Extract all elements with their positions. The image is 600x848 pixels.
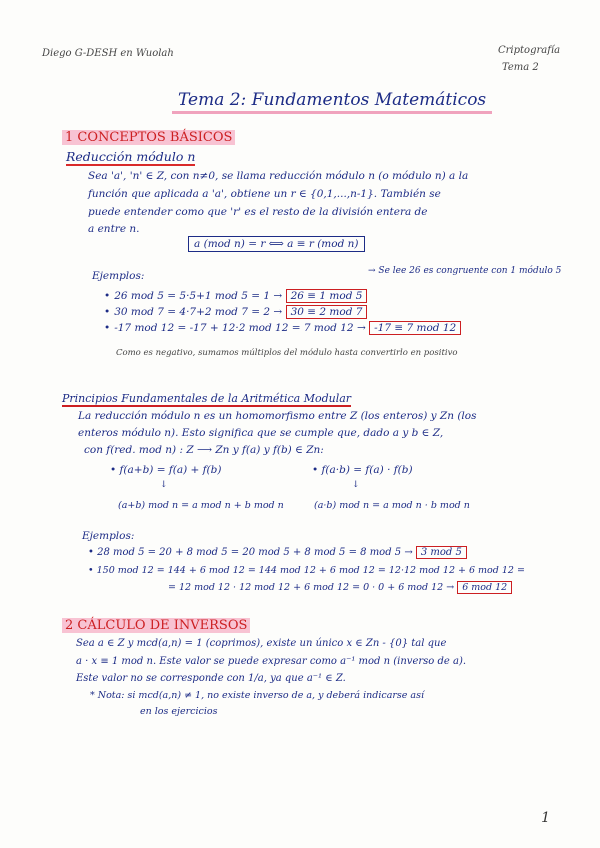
topic-label: Tema 2 bbox=[502, 62, 539, 73]
section2-note-2: en los ejercicios bbox=[140, 706, 218, 717]
congruence-note: → Se lee 26 es congruente con 1 módulo 5 bbox=[368, 266, 562, 276]
rule-product-expanded: (a·b) mod n = a mod n · b mod n bbox=[314, 500, 470, 511]
example-1-expr: • 26 mod 5 = 5·5+1 mod 5 = 1 → bbox=[104, 290, 282, 302]
principles-example-1-result: 3 mod 5 bbox=[416, 546, 467, 559]
section2-note-1: * Nota: si mcd(a,n) ≠ 1, no existe inverso de a, y deberá indicarse así bbox=[90, 690, 424, 701]
page-number: 1 bbox=[541, 810, 550, 826]
principles-example-3 bbox=[168, 582, 512, 593]
example-1-result: 26 ≡ 1 mod 5 bbox=[286, 289, 368, 303]
section2-heading bbox=[62, 618, 250, 633]
section1-line-4: a entre n. bbox=[88, 223, 140, 235]
examples-label: Ejemplos: bbox=[92, 270, 145, 282]
rule-product: • f(a·b) = f(a) · f(b) bbox=[312, 464, 413, 476]
negative-note: Como es negativo, sumamos múltiplos del módulo hasta convertirlo en positivo bbox=[116, 348, 458, 358]
author-line: Diego G-DESH en Wuolah bbox=[42, 48, 174, 59]
principles-example-2-expr: • 150 mod 12 = 144 + 6 mod 12 = 144 mod 12 + 6 mod 12 = 12·12 mod 12 + 6 mod 12 = bbox=[88, 565, 525, 576]
example-row-1 bbox=[104, 290, 367, 302]
principles-example-2 bbox=[88, 565, 525, 576]
section2-heading-text: 2 CÁLCULO DE INVERSOS bbox=[62, 618, 250, 633]
example-3-expr: • -17 mod 12 = -17 + 12·2 mod 12 = 7 mod 12 → bbox=[104, 322, 366, 334]
section1-line-2: función que aplicada a 'a', obtiene un r ∈ {0,1,...,n-1}. También se bbox=[88, 188, 441, 200]
definition-box bbox=[188, 238, 365, 250]
principles-examples-label: Ejemplos: bbox=[82, 530, 135, 542]
rule-sum-arrow: ↓ bbox=[160, 480, 168, 490]
principles-heading bbox=[62, 392, 351, 405]
section1-line-3: puede entender como que 'r' es el resto de la división entera de bbox=[88, 206, 428, 218]
principles-example-3-expr: = 12 mod 12 · 12 mod 12 + 6 mod 12 = 0 · 0 + 6 mod 12 → bbox=[168, 582, 455, 593]
principles-heading-text: Principios Fundamentales de la Aritmética Modular bbox=[62, 392, 352, 405]
section1-heading-text: 1 CONCEPTOS BÁSICOS bbox=[62, 130, 235, 145]
principles-example-1-expr: • 28 mod 5 = 20 + 8 mod 5 = 20 mod 5 + 8 mod 5 = 8 mod 5 → bbox=[88, 547, 413, 558]
rule-product-arrow: ↓ bbox=[352, 480, 360, 490]
section2-line-1: Sea a ∈ Z y mcd(a,n) = 1 (coprimos), existe un único x ∈ Zn - {0} tal que bbox=[76, 638, 447, 649]
rule-sum: • f(a+b) = f(a) + f(b) bbox=[110, 464, 222, 476]
principles-line-2: enteros módulo n). Esto significa que se cumple que, dado a y b ∈ Z, bbox=[78, 427, 444, 439]
principles-line-1: La reducción módulo n es un homomorfismo entre Z (los enteros) y Zn (los bbox=[78, 410, 477, 422]
section2-line-3: Este valor no se corresponde con 1/a, ya que a⁻¹ ∈ Z. bbox=[76, 673, 346, 684]
example-2-result: 30 ≡ 2 mod 7 bbox=[286, 305, 368, 319]
principles-example-1 bbox=[88, 547, 467, 558]
section1-heading bbox=[62, 130, 235, 145]
example-3-result: -17 ≡ 7 mod 12 bbox=[369, 321, 461, 335]
section2-line-2: a · x ≡ 1 mod n. Este valor se puede expresar como a⁻¹ mod n (inverso de a). bbox=[76, 656, 467, 667]
section1-subheading: Reducción módulo n bbox=[66, 149, 196, 164]
example-row-2 bbox=[104, 306, 367, 318]
page-title: Tema 2: Fundamentos Matemáticos bbox=[172, 90, 492, 114]
definition-formula: a (mod n) = r ⟺ a ≡ r (mod n) bbox=[188, 236, 365, 252]
principles-example-3-result: 6 mod 12 bbox=[457, 581, 512, 594]
rule-sum-expanded: (a+b) mod n = a mod n + b mod n bbox=[118, 500, 284, 511]
subject-label: Criptografía bbox=[498, 45, 561, 56]
example-row-3 bbox=[104, 322, 461, 334]
example-2-expr: • 30 mod 7 = 4·7+2 mod 7 = 2 → bbox=[104, 306, 282, 318]
section1-line-1: Sea 'a', 'n' ∈ Z, con n≠0, se llama reducción módulo n (o módulo n) a la bbox=[88, 170, 469, 182]
principles-line-3: con f(red. mod n) : Z ⟶ Zn y f(a) y f(b) ∈ Zn: bbox=[84, 444, 324, 456]
